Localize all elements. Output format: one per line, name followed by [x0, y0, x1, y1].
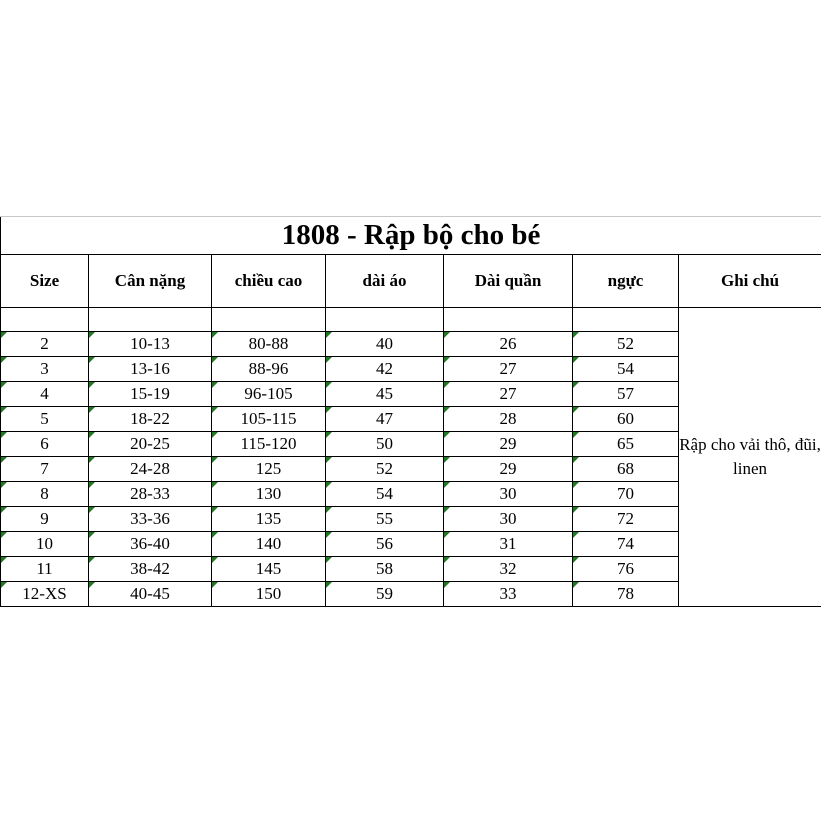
blank-cell: [1, 308, 89, 332]
cell-pants-length[interactable]: 33: [444, 582, 573, 607]
cell-pants-length[interactable]: 31: [444, 532, 573, 557]
blank-cell: [212, 308, 326, 332]
cell-shirt-length[interactable]: 45: [326, 382, 444, 407]
cell-chest[interactable]: 57: [573, 382, 679, 407]
cell-chest[interactable]: 72: [573, 507, 679, 532]
cell-pants-length[interactable]: 32: [444, 557, 573, 582]
cell-size[interactable]: 7: [1, 457, 89, 482]
cell-weight[interactable]: 15-19: [89, 382, 212, 407]
cell-pants-length[interactable]: 29: [444, 432, 573, 457]
cell-height[interactable]: 140: [212, 532, 326, 557]
cell-shirt-length[interactable]: 52: [326, 457, 444, 482]
cell-chest[interactable]: 54: [573, 357, 679, 382]
cell-weight[interactable]: 28-33: [89, 482, 212, 507]
blank-row: [1, 308, 821, 332]
cell-chest[interactable]: 65: [573, 432, 679, 457]
cell-height[interactable]: 80-88: [212, 332, 326, 357]
cell-weight[interactable]: 10-13: [89, 332, 212, 357]
header-note: Ghi chú: [679, 255, 821, 308]
cell-size[interactable]: 2: [1, 332, 89, 357]
cell-chest[interactable]: 70: [573, 482, 679, 507]
cell-height[interactable]: 96-105: [212, 382, 326, 407]
note-cell: Rập cho vải thô, đũi, linen: [679, 308, 821, 607]
cell-height[interactable]: 115-120: [212, 432, 326, 457]
cell-weight[interactable]: 33-36: [89, 507, 212, 532]
cell-size[interactable]: 6: [1, 432, 89, 457]
cell-height[interactable]: 125: [212, 457, 326, 482]
cell-weight[interactable]: 13-16: [89, 357, 212, 382]
table-title: 1808 - Rập bộ cho bé: [1, 217, 821, 255]
blank-cell: [573, 308, 679, 332]
cell-pants-length[interactable]: 30: [444, 507, 573, 532]
cell-shirt-length[interactable]: 50: [326, 432, 444, 457]
cell-weight[interactable]: 38-42: [89, 557, 212, 582]
cell-pants-length[interactable]: 26: [444, 332, 573, 357]
header-shirt-length: dài áo: [326, 255, 444, 308]
cell-shirt-length[interactable]: 47: [326, 407, 444, 432]
cell-weight[interactable]: 36-40: [89, 532, 212, 557]
header-size: Size: [1, 255, 89, 308]
size-chart-sheet: [0, 216, 821, 607]
cell-chest[interactable]: 52: [573, 332, 679, 357]
cell-height[interactable]: 88-96: [212, 357, 326, 382]
header-height: chiều cao: [212, 255, 326, 308]
cell-height[interactable]: 145: [212, 557, 326, 582]
cell-chest[interactable]: 74: [573, 532, 679, 557]
cell-size[interactable]: 12-XS: [1, 582, 89, 607]
cell-shirt-length[interactable]: 42: [326, 357, 444, 382]
cell-pants-length[interactable]: 29: [444, 457, 573, 482]
cell-shirt-length[interactable]: 55: [326, 507, 444, 532]
header-chest: ngực: [573, 255, 679, 308]
cell-height[interactable]: 135: [212, 507, 326, 532]
cell-shirt-length[interactable]: 54: [326, 482, 444, 507]
cell-pants-length[interactable]: 27: [444, 382, 573, 407]
cell-chest[interactable]: 76: [573, 557, 679, 582]
blank-cell: [444, 308, 573, 332]
cell-chest[interactable]: 78: [573, 582, 679, 607]
cell-size[interactable]: 10: [1, 532, 89, 557]
cell-size[interactable]: 3: [1, 357, 89, 382]
cell-height[interactable]: 150: [212, 582, 326, 607]
cell-shirt-length[interactable]: 59: [326, 582, 444, 607]
cell-weight[interactable]: 24-28: [89, 457, 212, 482]
cell-pants-length[interactable]: 28: [444, 407, 573, 432]
header-pants-length: Dài quần: [444, 255, 573, 308]
cell-pants-length[interactable]: 27: [444, 357, 573, 382]
cell-size[interactable]: 8: [1, 482, 89, 507]
cell-weight[interactable]: 18-22: [89, 407, 212, 432]
cell-shirt-length[interactable]: 58: [326, 557, 444, 582]
cell-size[interactable]: 11: [1, 557, 89, 582]
blank-cell: [326, 308, 444, 332]
cell-height[interactable]: 105-115: [212, 407, 326, 432]
title-row: [1, 217, 821, 255]
cell-weight[interactable]: 40-45: [89, 582, 212, 607]
cell-weight[interactable]: 20-25: [89, 432, 212, 457]
blank-cell: [89, 308, 212, 332]
cell-chest[interactable]: 68: [573, 457, 679, 482]
cell-pants-length[interactable]: 30: [444, 482, 573, 507]
cell-shirt-length[interactable]: 40: [326, 332, 444, 357]
cell-shirt-length[interactable]: 56: [326, 532, 444, 557]
cell-height[interactable]: 130: [212, 482, 326, 507]
cell-size[interactable]: 4: [1, 382, 89, 407]
header-row: [1, 255, 821, 308]
cell-size[interactable]: 5: [1, 407, 89, 432]
cell-chest[interactable]: 60: [573, 407, 679, 432]
size-chart-table: [0, 216, 821, 607]
cell-size[interactable]: 9: [1, 507, 89, 532]
header-weight: Cân nặng: [89, 255, 212, 308]
